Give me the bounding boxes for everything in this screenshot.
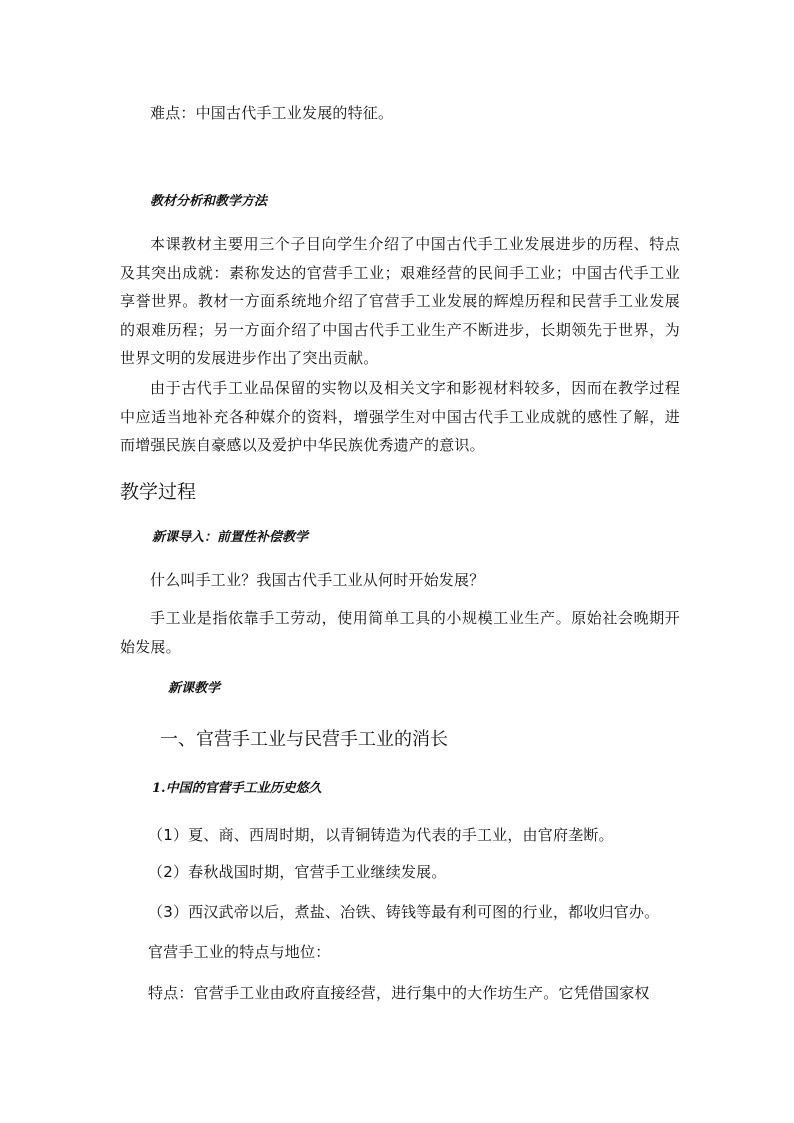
intro-answer: 手工业是指依靠手工劳动，使用简单工具的小规模工业生产。原始社会晚期开始发展。 xyxy=(120,609,680,656)
intro-heading: 新课导入：前置性补偿教学 xyxy=(152,530,309,545)
list-item-1: （1）夏、商、西周时期，以青铜铸造为代表的手工业，由官府垄断。 xyxy=(148,826,614,844)
analysis-paragraph-1: 本课教材主要用三个子目向学生介绍了中国古代手工业发展进步的历程、特点及其突出成就：素称发达的官营手工业；艰难经营的民间手工业；中国古代手工业享誉世界。教材一方面系统地介绍了官营手工业发展的辉煌历程和民营手工业发展的艰难历程；另一方面介绍了中国古代手工业生产不断进步，长期领先于世界，为世界文明的发展进步作出了突出贡献。 xyxy=(120,235,680,367)
list-item-2: （2）春秋战国时期，官营手工业继续发展。 xyxy=(148,863,447,881)
new-lesson-heading: 新课教学 xyxy=(168,681,221,696)
analysis-paragraph-2: 由于古代手工业品保留的实物以及相关文字和影视材料较多，因而在教学过程中应适当地补充各种媒介的资料，增强学生对中国古代手工业成就的感性了解，进而增强民族自豪感以及爱护中华民族优秀遗产的意识。 xyxy=(120,379,680,454)
subsection-1-heading: 1.中国的官营手工业历史悠久 xyxy=(152,781,322,796)
difficulty-text: 难点：中国古代手工业发展的特征。 xyxy=(150,104,394,122)
analysis-heading: 教材分析和教学方法 xyxy=(150,194,268,209)
features-text: 特点：官营手工业由政府直接经营，进行集中的大作坊生产。它凭借国家权 xyxy=(148,984,650,1002)
intro-question: 什么叫手工业？我国古代手工业从何时开始发展？ xyxy=(150,571,485,589)
section-1-heading: 一、官营手工业与民营手工业的消长 xyxy=(160,729,448,750)
list-item-3: （3）西汉武帝以后，煮盐、冶铁、铸钱等最有利可图的行业，都收归官办。 xyxy=(148,903,660,921)
features-label: 官营手工业的特点与地位： xyxy=(148,943,331,961)
process-heading: 教学过程 xyxy=(120,481,197,503)
